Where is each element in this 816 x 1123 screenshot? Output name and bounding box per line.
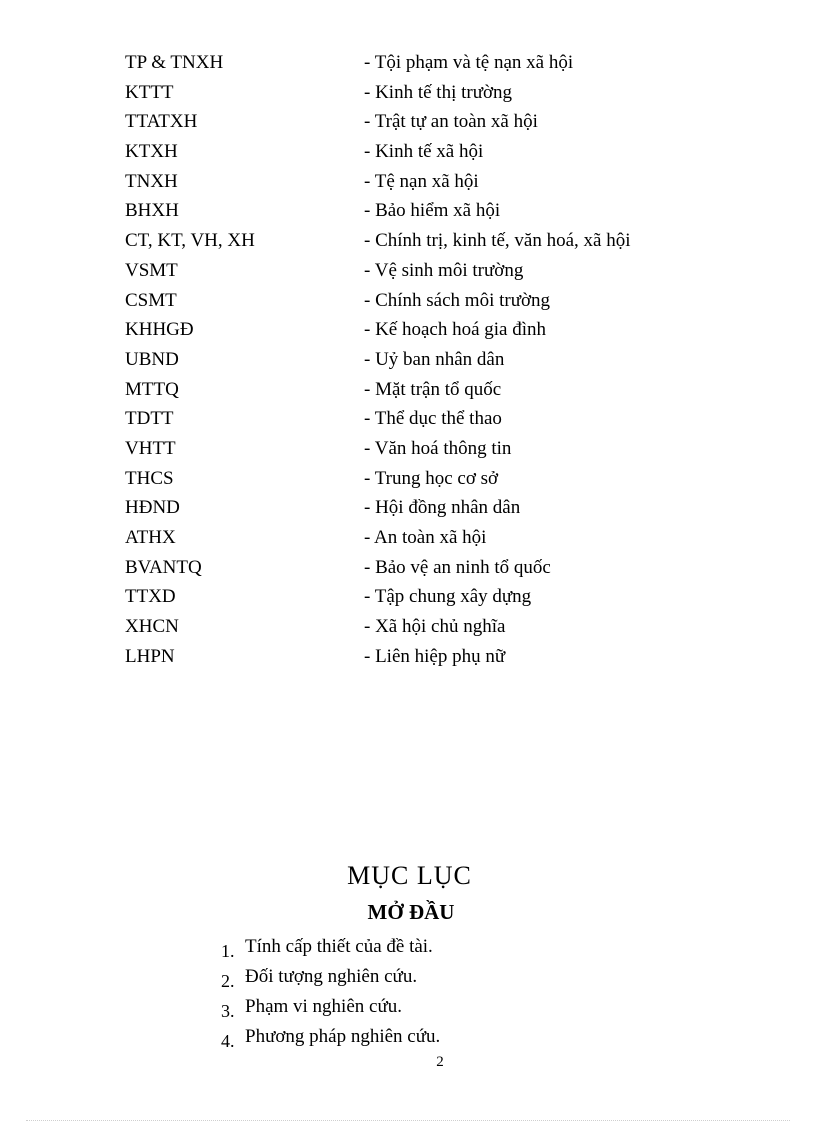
abbreviation-code: KTXH xyxy=(125,141,178,163)
abbreviation-meaning: - Kinh tế xã hội xyxy=(364,141,484,163)
abbreviation-row xyxy=(0,169,816,199)
abbreviation-row xyxy=(0,377,816,407)
abbreviation-meaning: - An toàn xã hội xyxy=(364,527,487,548)
abbreviation-code: CT, KT, VH, XH xyxy=(125,230,255,252)
abbreviation-meaning: - Uỷ ban nhân dân xyxy=(364,348,505,370)
toc-item-text: Tính cấp thiết của đề tài. xyxy=(245,936,433,957)
abbreviation-row xyxy=(0,436,816,466)
toc-title: MỤC LỤC xyxy=(347,861,472,890)
abbreviation-meaning: - Mặt trận tổ quốc xyxy=(364,378,502,400)
toc-item-number: 2. xyxy=(221,971,235,991)
abbreviation-meaning: - Kế hoạch hoá gia đình xyxy=(364,319,547,341)
abbreviation-meaning: - Tập chung xây dựng xyxy=(364,586,532,608)
abbreviation-row xyxy=(0,644,816,674)
abbreviation-meaning: - Bảo hiểm xã hội xyxy=(364,200,501,222)
abbreviation-meaning: - Văn hoá thông tin xyxy=(364,437,512,459)
abbreviation-row xyxy=(0,406,816,436)
abbreviation-row xyxy=(0,198,816,228)
abbreviation-row xyxy=(0,139,816,169)
abbreviation-meaning: - Tệ nạn xã hội xyxy=(364,170,479,192)
abbreviation-row xyxy=(0,525,816,555)
abbreviation-code: BHXH xyxy=(125,200,179,222)
abbreviation-row xyxy=(0,584,816,614)
abbreviation-row xyxy=(0,258,816,288)
abbreviation-code: TDTT xyxy=(125,408,174,430)
abbreviation-meaning: - Tội phạm và tệ nạn xã hội xyxy=(364,52,574,73)
abbreviation-row xyxy=(0,50,816,80)
abbreviation-code: ATHX xyxy=(125,527,176,548)
abbreviation-meaning: - Bảo vệ an ninh tổ quốc xyxy=(364,556,551,578)
page-bottom-divider xyxy=(26,1120,790,1121)
abbreviation-code: THCS xyxy=(125,467,174,489)
toc-list xyxy=(0,934,816,1054)
abbreviation-row xyxy=(0,466,816,496)
abbreviation-row xyxy=(0,228,816,258)
abbreviation-code: TP & TNXH xyxy=(125,52,224,73)
abbreviation-code: VHTT xyxy=(125,437,176,459)
abbreviation-meaning: - Hội đồng nhân dân xyxy=(364,497,521,519)
abbreviation-meaning: - Chính sách môi trường xyxy=(364,289,551,311)
abbreviation-list xyxy=(0,50,816,673)
abbreviation-code: TNXH xyxy=(125,170,178,192)
abbreviation-meaning: - Trật tự an toàn xã hội xyxy=(364,111,538,133)
toc-item-number: 3. xyxy=(221,1001,235,1021)
toc-item-text: Phương pháp nghiên cứu. xyxy=(245,1026,441,1047)
abbreviation-row xyxy=(0,80,816,110)
toc-item-text: Đối tượng nghiên cứu. xyxy=(245,966,418,987)
abbreviation-code: KTTT xyxy=(125,81,174,103)
abbreviation-row xyxy=(0,109,816,139)
abbreviation-code: KHHGĐ xyxy=(125,319,194,341)
toc-item xyxy=(0,994,816,1024)
toc-subtitle: MỞ ĐẦU xyxy=(367,900,455,924)
abbreviation-row xyxy=(0,288,816,318)
toc-item xyxy=(0,964,816,994)
abbreviation-meaning: - Kinh tế thị trường xyxy=(364,81,513,103)
abbreviation-code: LHPN xyxy=(125,645,175,667)
abbreviation-row xyxy=(0,495,816,525)
abbreviation-row xyxy=(0,317,816,347)
abbreviation-row xyxy=(0,347,816,377)
toc-item-number: 4. xyxy=(221,1031,235,1051)
abbreviation-code: MTTQ xyxy=(125,378,179,400)
abbreviation-code: HĐND xyxy=(125,497,180,519)
page-number: 2 xyxy=(436,1054,444,1070)
abbreviation-code: CSMT xyxy=(125,289,177,311)
abbreviation-meaning: - Xã hội chủ nghĩa xyxy=(364,616,506,638)
abbreviation-code: TTXD xyxy=(125,586,176,608)
toc-item xyxy=(0,1024,816,1054)
abbreviation-row xyxy=(0,555,816,585)
abbreviation-meaning: - Liên hiệp phụ nữ xyxy=(364,645,506,667)
abbreviation-meaning: - Trung học cơ sở xyxy=(364,467,499,489)
abbreviation-code: BVANTQ xyxy=(125,556,202,578)
toc-item-text: Phạm vi nghiên cứu. xyxy=(245,996,403,1017)
abbreviation-meaning: - Vệ sinh môi trường xyxy=(364,259,524,281)
abbreviation-code: TTATXH xyxy=(125,111,198,133)
abbreviation-code: XHCN xyxy=(125,616,179,638)
toc-item-number: 1. xyxy=(221,941,235,961)
abbreviation-code: UBND xyxy=(125,348,179,370)
abbreviation-meaning: - Chính trị, kinh tế, văn hoá, xã hội xyxy=(364,230,631,252)
toc-item xyxy=(0,934,816,964)
abbreviation-row xyxy=(0,614,816,644)
abbreviation-meaning: - Thể dục thể thao xyxy=(364,408,502,430)
abbreviation-code: VSMT xyxy=(125,259,178,281)
